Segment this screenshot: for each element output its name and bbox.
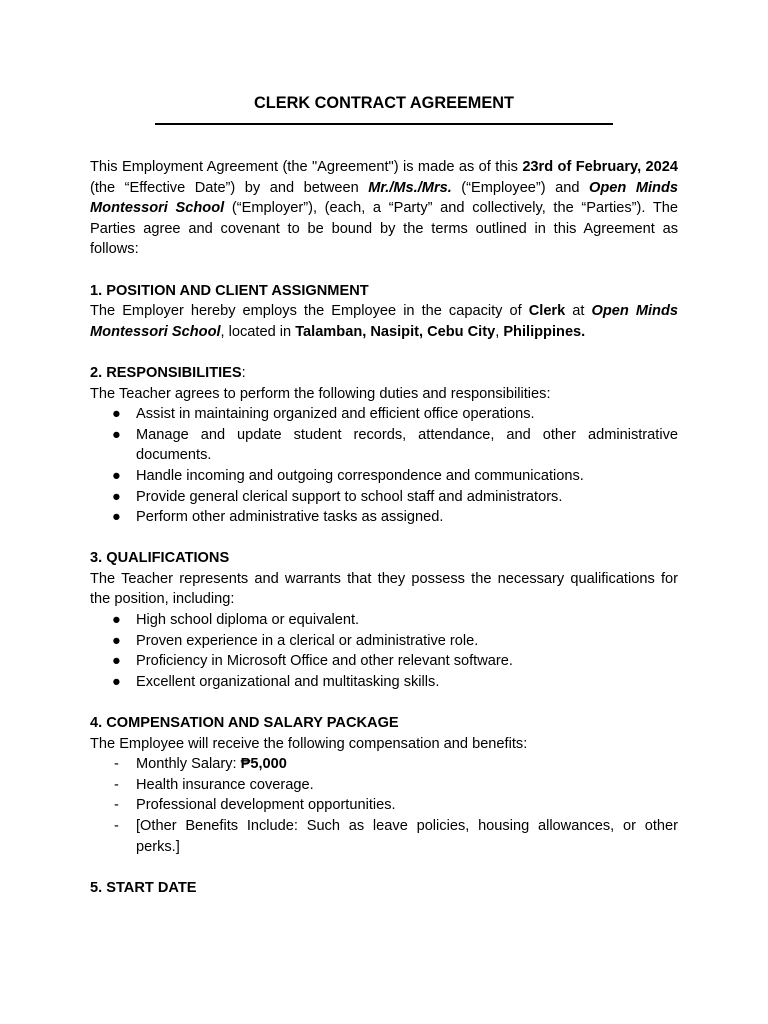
employee-name: Mr./Ms./Mrs.	[368, 179, 452, 196]
section-qualifications	[90, 548, 678, 692]
bullet-icon: ●	[112, 488, 121, 505]
compensation-intro: The Employee will receive the following compensation and benefits:	[90, 735, 528, 752]
position-text: The Employer hereby employs the Employee in the capacity of	[90, 303, 529, 320]
position-text: ,	[495, 323, 504, 340]
list-item-text: Perform other administrative tasks as assigned.	[136, 509, 444, 526]
list-item	[90, 795, 678, 816]
school-location: Talamban, Nasipit, Cebu City	[295, 323, 496, 340]
bullet-icon: ●	[112, 673, 121, 690]
bullet-icon: ●	[112, 612, 121, 629]
section-compensation	[90, 713, 678, 857]
intro-text: This Employment Agreement (the "Agreement") is made as of this	[90, 159, 523, 175]
dash-icon: -	[114, 756, 119, 773]
list-item-text: Manage and update student records, attendance, and other administrative documents.	[136, 426, 678, 464]
bullet-icon: ●	[112, 406, 121, 423]
list-item	[90, 631, 678, 652]
section-start-date	[90, 878, 678, 899]
list-item-text: Handle incoming and outgoing correspondence and communications.	[136, 467, 584, 484]
section-responsibilities	[90, 363, 678, 528]
dash-icon: -	[114, 776, 119, 793]
responsibilities-list	[90, 404, 678, 528]
list-item-text: Provide general clerical support to school staff and administrators.	[136, 488, 563, 505]
list-item-text: Proven experience in a clerical or administrative role.	[136, 632, 479, 649]
list-item	[90, 610, 678, 631]
qualifications-intro: The Teacher represents and warrants that they possess the necessary qualifications for the position, including:	[90, 570, 678, 608]
document-body	[90, 92, 678, 898]
employer-name: Open Minds Montessori School	[90, 179, 678, 217]
heading-text: 2. RESPONSIBILITIES	[90, 364, 242, 381]
salary-value: ₱5,000	[240, 756, 287, 773]
list-item	[90, 487, 678, 508]
document-title: CLERK CONTRACT AGREEMENT	[254, 94, 514, 112]
dash-icon: -	[114, 797, 119, 814]
position-text: at	[565, 303, 592, 320]
compensation-list	[90, 754, 678, 857]
section-heading: 1. POSITION AND CLIENT ASSIGNMENT	[90, 282, 369, 299]
list-item	[90, 754, 678, 775]
job-role: Clerk	[528, 303, 566, 320]
list-item-text: Proficiency in Microsoft Office and other relevant software.	[136, 653, 513, 670]
intro-text: (the “Effective Date”) by and between	[90, 179, 369, 196]
position-text: , located in	[220, 323, 296, 340]
bullet-icon: ●	[112, 653, 121, 670]
qualifications-list	[90, 610, 678, 692]
bullet-icon: ●	[112, 632, 121, 649]
intro-paragraph	[90, 157, 678, 260]
heading-colon: :	[241, 364, 246, 381]
list-item	[90, 425, 678, 466]
bullet-icon: ●	[112, 509, 121, 526]
section-position	[90, 281, 678, 343]
list-item-text: Assist in maintaining organized and efficient office operations.	[136, 406, 535, 423]
section-heading	[90, 363, 678, 384]
list-item	[90, 775, 678, 796]
list-item	[90, 404, 678, 425]
list-item	[90, 466, 678, 487]
position-paragraph	[90, 301, 678, 342]
list-item	[90, 507, 678, 528]
list-item-text: Professional development opportunities.	[136, 797, 396, 814]
bullet-icon: ●	[112, 426, 121, 443]
intro-text: (“Employee”) and	[451, 179, 590, 196]
school-name: Open Minds Montessori School	[90, 303, 678, 340]
section-heading: 4. COMPENSATION AND SALARY PACKAGE	[90, 715, 399, 732]
section-heading: 5. START DATE	[90, 879, 197, 896]
bullet-icon: ●	[112, 467, 121, 484]
effective-date: 23rd of February, 2024	[522, 159, 678, 175]
list-item-text: High school diploma or equivalent.	[136, 612, 360, 629]
list-item	[90, 672, 678, 693]
list-item-text: Excellent organizational and multitasking skills.	[136, 673, 440, 690]
list-item-text: [Other Benefits Include: Such as leave policies, housing allowances, or other perks.]	[136, 818, 678, 855]
list-item-text: Health insurance coverage.	[136, 776, 314, 793]
list-item	[90, 651, 678, 672]
responsibilities-intro: The Teacher agrees to perform the following duties and responsibilities:	[90, 385, 551, 402]
intro-text: (“Employer”), (each, a “Party” and collectively, the “Parties”). The Parties agree and covenant to be bound by the terms outlined in this Agreement as follows:	[90, 200, 679, 258]
dash-icon: -	[114, 818, 119, 834]
salary-label: Monthly Salary:	[136, 756, 241, 773]
title-underline	[155, 123, 613, 125]
section-heading: 3. QUALIFICATIONS	[90, 550, 230, 567]
school-country: Philippines.	[503, 323, 586, 340]
list-item	[90, 816, 678, 857]
